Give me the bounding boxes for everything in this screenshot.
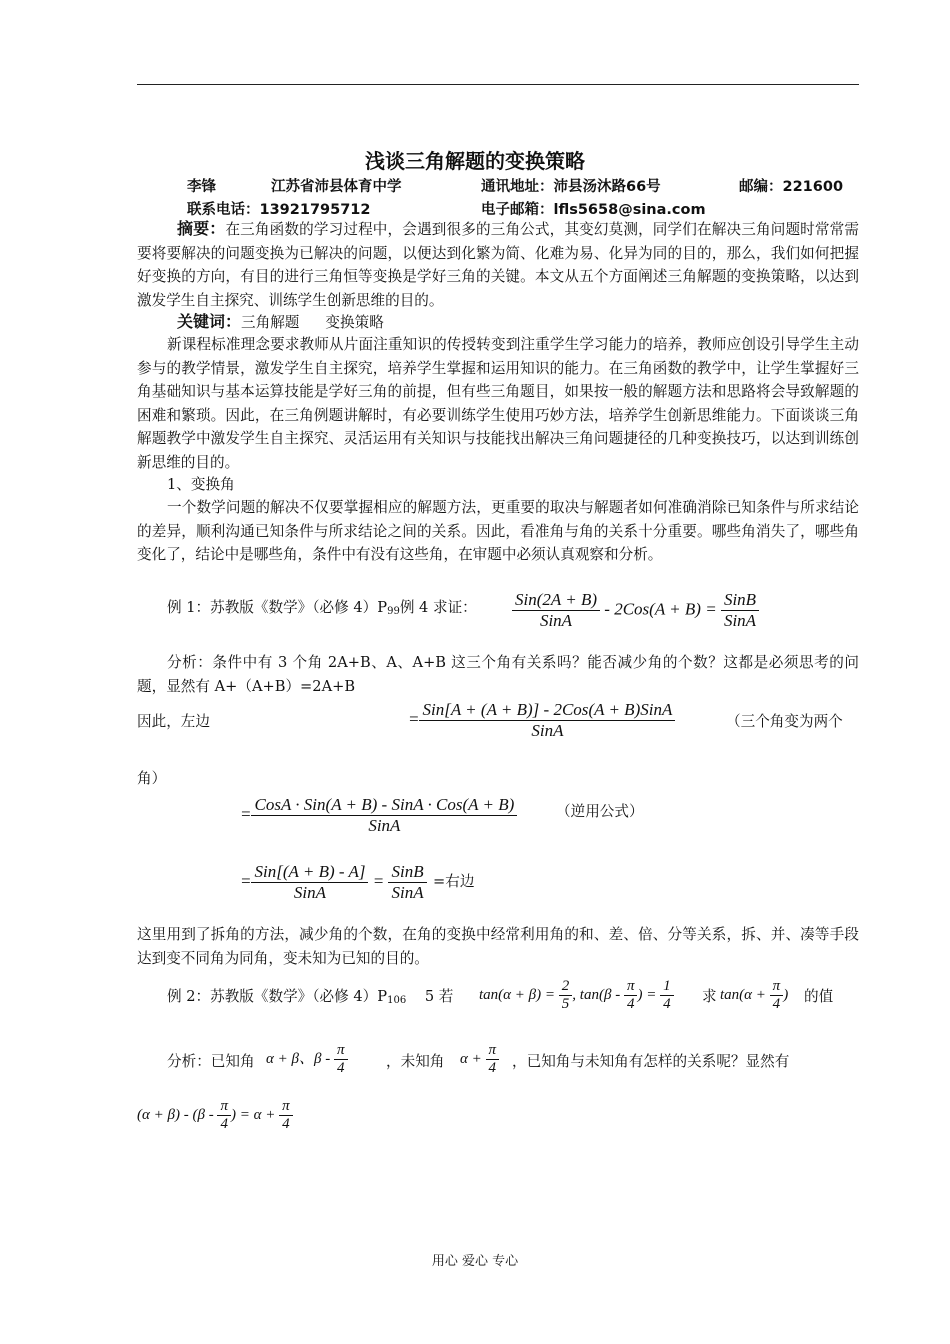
analysis2-known: α + β、β - $\frac{\pi}{4}$ xyxy=(266,1042,348,1077)
example2-label xyxy=(167,985,453,1006)
step3-formula: = $\frac{\text{Sin[(A + B) - A]}}{\text{SinA}}$ = $\frac{\text{SinB}}{\text{SinA}}$ xyxy=(240,862,427,903)
example2-target: tan(α + $\frac{\pi}{4}$ ) xyxy=(720,978,789,1012)
analysis1: 分析：条件中有 3 个角 2A+B、A、A+B 这三个角有关系吗？能否减少角的个数？这都是必须思考的问题，显然有 A+（A+B）=2A+B xyxy=(137,654,859,695)
section1-heading: 1、变换角 xyxy=(167,476,235,493)
author-email: 电子邮箱：lfls5658@sina.com xyxy=(481,202,706,218)
example1-label xyxy=(167,596,477,617)
example1-formula: $\frac{\text{Sin(2A + B)}}{\text{SinA}}$ - 2Cos(A + B) = $\frac{\text{SinB}}{\text{SinA}}$ xyxy=(512,590,759,631)
page-title: 浅谈三角解题的变换策略 xyxy=(365,149,585,173)
step-note1: （三个角变为两个 xyxy=(726,713,843,730)
author-address: 通讯地址：沛县汤沐路66号 xyxy=(481,179,661,195)
author-name: 李锋 xyxy=(187,179,216,195)
section1-body: 一个数学问题的解决不仅要掌握相应的解题方法，更重要的取决与解题者如何准确消除已知条件与所求结论的差异，顺利沟通已知条件与所求结论之间的关系。因此，看准角与角的关系十分重要。哪些角消失了，哪些角变化了，结论中是哪些角，条件中有没有这些角，在审题中必须认真观察和分析。 xyxy=(137,499,859,563)
step-end: =右边 xyxy=(433,873,475,890)
summary1: 这里用到了拆角的方法，减少角的个数，在角的变换中经常利用角的和、差、倍、分等关系，拆、并、凑等手段达到变不同角为同角，变未知为已知的目的。 xyxy=(137,926,859,967)
keywords-label: 关键词： xyxy=(177,312,242,331)
analysis2-a: 分析：已知角 xyxy=(167,1053,255,1070)
example2-ask: 求 xyxy=(702,988,717,1005)
example1-suffix: 例 4 求证： xyxy=(399,599,477,616)
example2-formula: tan(α + β) = $\frac{2}{5}$ , tan(β - $\frac{\pi}{4}$ ) = $\frac{1}{4}$ xyxy=(479,978,674,1013)
step2-formula: = $\frac{\text{CosA · Sin(A + B) - SinA · Cos(A + B)}}{\text{SinA}}$ xyxy=(240,795,517,836)
example2-num: 5 若 xyxy=(424,988,454,1005)
author-school: 江苏省沛县体育中学 xyxy=(271,179,402,195)
analysis2-unknown: α + $\frac{\pi}{4}$ xyxy=(460,1042,499,1077)
keywords xyxy=(137,310,859,335)
abstract-text: 在三角函数的学习过程中，会遇到很多的三角公式，其变幻莫测，同学们在解决三角问题时常常需要将要解决的问题变换为已解决的问题，以便达到化繁为简、化难为易、化异为同的目的，那么，我们如何把握好变换的方向，有目的进行三角恒等变换是学好三角的关键。本文从五个方面阐述三角解题的变换策略，以达到激发学生自主探究、训练学生创新思维的目的。 xyxy=(137,221,859,309)
analysis2-relation: (α + β) - (β - $\frac{\pi}{4}$ ) = α + $\frac{\pi}{4}$ xyxy=(137,1098,293,1133)
step-intro: 因此，左边 xyxy=(137,713,210,730)
header-rule xyxy=(137,84,859,85)
page-footer: 用心 爱心 专心 xyxy=(431,1254,519,1269)
abstract xyxy=(137,217,859,312)
example1-prefix: 例 1：苏教版《数学》（必修 4）P xyxy=(167,599,388,616)
example2-suffix: 的值 xyxy=(804,988,834,1005)
step-note2: （逆用公式） xyxy=(556,803,644,820)
analysis2-b: ，未知角 xyxy=(386,1053,445,1070)
example2-prefix: 例 2：苏教版《数学》（必修 4）P xyxy=(167,988,388,1005)
author-phone: 联系电话：13921795712 xyxy=(187,202,371,218)
abstract-label: 摘要： xyxy=(177,219,226,238)
example2-page: 106 xyxy=(387,995,407,1006)
keyword-2: 变换策略 xyxy=(325,314,384,331)
example1-page: 99 xyxy=(387,606,400,617)
author-postcode: 邮编：221600 xyxy=(739,179,844,195)
step-note1-cont: 角） xyxy=(137,770,167,787)
keyword-1: 三角解题 xyxy=(241,314,300,331)
intro-paragraph: 新课程标准理念要求教师从片面注重知识的传授转变到注重学生学习能力的培养，教师应创设引导学生主动参与的教学情景，激发学生自主探究，培养学生掌握和运用知识的能力。在三角函数的教学中，让学生掌握好三角基础知识与基本运算技能是学好三角的前提，但有些三角题目，如果按一般的解题方法和思路将会导致解题的困难和繁琐。因此，在三角例题讲解时，有必要训练学生使用巧妙方法，培养学生创新思维能力。下面谈谈三角解题教学中激发学生自主探究、灵活运用有关知识与技能找出解决三角问题捷径的几种变换技巧，以达到训练创新思维的目的。 xyxy=(137,336,859,471)
step1-formula: = $\frac{\text{Sin[A + (A + B)] - 2Cos(A + B)SinA}}{\text{SinA}}$ xyxy=(408,700,675,741)
analysis2-c: ，已知角与未知角有怎样的关系呢？显然有 xyxy=(512,1053,790,1070)
